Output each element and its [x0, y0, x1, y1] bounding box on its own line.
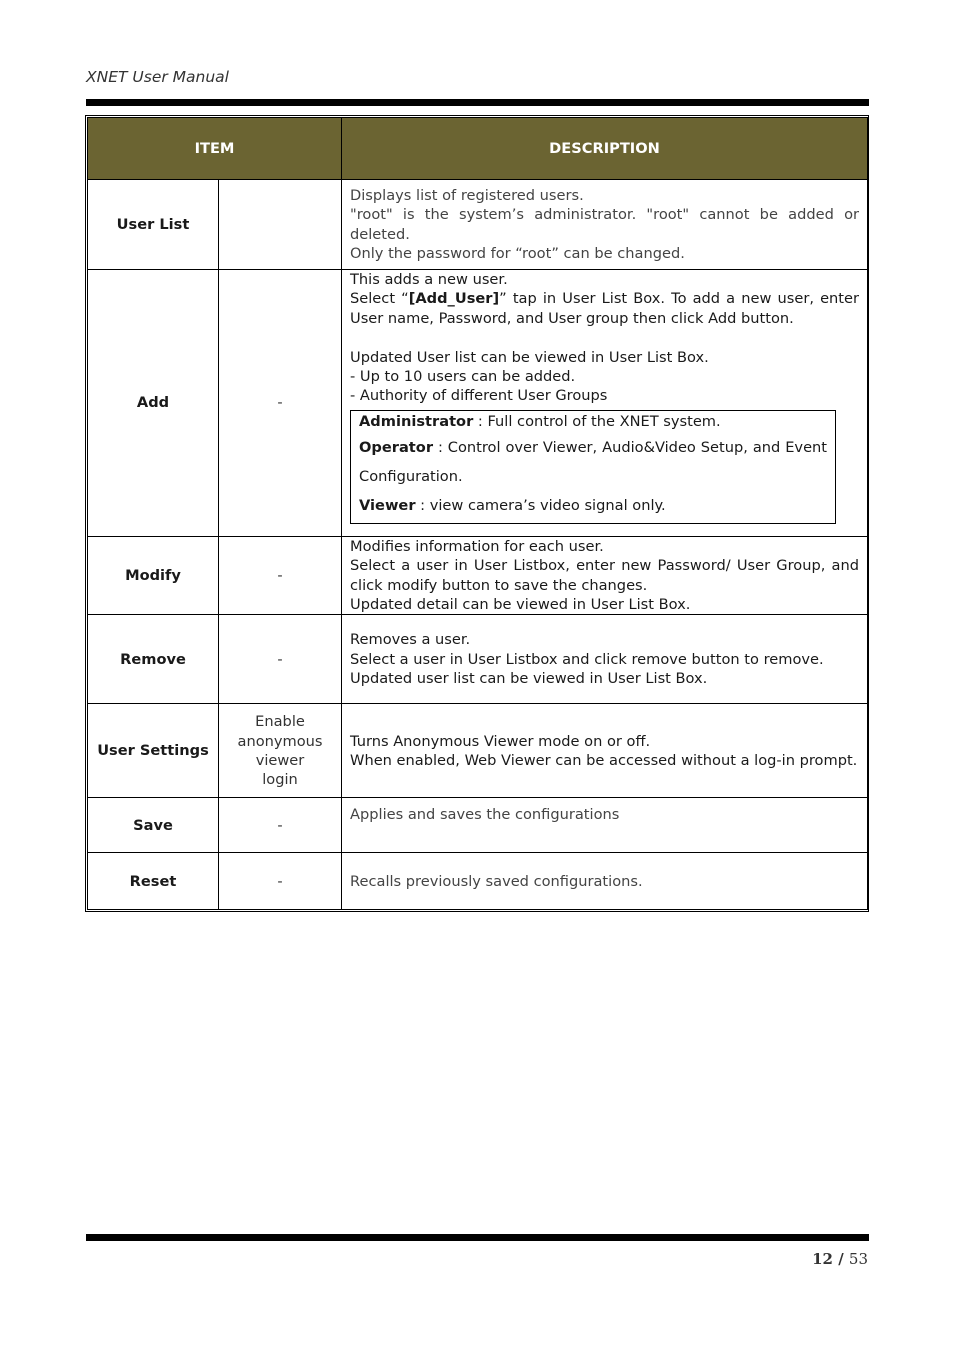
desc-line: Modifies information for each user.: [350, 537, 604, 555]
desc-remove: [342, 615, 868, 704]
user-groups-box: [350, 410, 836, 524]
page-total: 53: [848, 1250, 868, 1268]
table-row: [88, 853, 868, 910]
group-administrator: [359, 411, 827, 433]
table-header-row: [88, 118, 868, 180]
sub-save: -: [219, 798, 342, 853]
header-description: DESCRIPTION: [342, 118, 868, 180]
group-viewer: [359, 491, 827, 520]
desc-line: Updated user list can be viewed in User List Box.: [350, 670, 708, 688]
desc-line: Removes a user.: [350, 631, 471, 649]
sub-user-list: [219, 180, 342, 270]
item-reset: Reset: [88, 853, 219, 910]
table-row: [88, 798, 868, 853]
document-header-title: XNET User Manual: [86, 68, 229, 86]
desc-line: Applies and saves the configurations: [350, 806, 620, 824]
sub-reset: -: [219, 853, 342, 910]
desc-line: This adds a new user.: [350, 271, 508, 288]
desc-save: [342, 798, 868, 853]
item-remove: Remove: [88, 615, 219, 704]
footer-rule: [86, 1234, 869, 1241]
page-separator: /: [832, 1250, 849, 1268]
user-settings-table: [85, 115, 869, 912]
desc-line: When enabled, Web Viewer can be accessed without a log-in prompt.: [350, 751, 858, 769]
table-row: [88, 270, 868, 537]
desc-line: Updated detail can be viewed in User List Box.: [350, 596, 691, 614]
desc-line: Displays list of registered users.: [350, 186, 584, 204]
sub-line: Enable: [255, 713, 305, 731]
desc-reset: [342, 853, 868, 910]
table-row: [88, 180, 868, 270]
group-text: : Control over Viewer, Audio&Video Setup, and Event Configuration.: [359, 438, 828, 485]
desc-user-list: [342, 180, 868, 270]
desc-line: Only the password for “root” can be changed.: [350, 244, 685, 262]
sub-line: viewer: [255, 751, 305, 769]
item-add: Add: [88, 270, 219, 537]
group-name: Operator: [359, 438, 434, 456]
sub-remove: -: [219, 615, 342, 704]
desc-line: Recalls previously saved configurations.: [350, 872, 643, 890]
desc-user-settings: [342, 704, 868, 798]
desc-line: Select a user in User Listbox, enter new Password/ User Group, and click modify button to save the changes.: [350, 557, 860, 594]
sub-modify: -: [219, 536, 342, 615]
header-item: ITEM: [88, 118, 342, 180]
item-user-settings: User Settings: [88, 704, 219, 798]
page-current: 12: [812, 1250, 833, 1268]
desc-modify: [342, 536, 868, 615]
table-row: [88, 536, 868, 615]
group-text: : view camera’s video signal only.: [415, 496, 666, 514]
desc-text: Select “: [350, 290, 409, 308]
sub-line: login: [262, 771, 298, 789]
group-name: Viewer: [359, 496, 416, 514]
add-user-tab-name: [Add_User]: [408, 290, 500, 308]
header-rule: [86, 99, 869, 106]
table-row: [88, 704, 868, 798]
desc-text: ” tap in User List Box. To add a new user, enter User name, Password, and User group then click Add button.: [350, 290, 859, 327]
item-user-list: User List: [88, 180, 219, 270]
group-text: : Full control of the XNET system.: [473, 412, 721, 430]
desc-line: Updated User list can be viewed in User List Box.: [350, 348, 709, 366]
sub-user-settings: [219, 704, 342, 798]
desc-line: [350, 289, 859, 328]
desc-line: Turns Anonymous Viewer mode on or off.: [350, 732, 651, 750]
table-row: [88, 615, 868, 704]
item-modify: Modify: [88, 536, 219, 615]
desc-line: - Up to 10 users can be added.: [350, 368, 576, 386]
desc-line: "root" is the system’s administrator. "root" cannot be added or deleted.: [350, 206, 860, 243]
desc-add: [342, 270, 868, 537]
desc-line: Select a user in User Listbox and click remove button to remove.: [350, 650, 824, 668]
desc-line: - Authority of different User Groups: [350, 387, 608, 405]
page-number: [812, 1250, 868, 1268]
sub-line: anonymous: [237, 732, 323, 750]
sub-add: -: [219, 270, 342, 537]
group-operator: [359, 433, 827, 491]
group-name: Administrator: [359, 412, 474, 430]
item-save: Save: [88, 798, 219, 853]
